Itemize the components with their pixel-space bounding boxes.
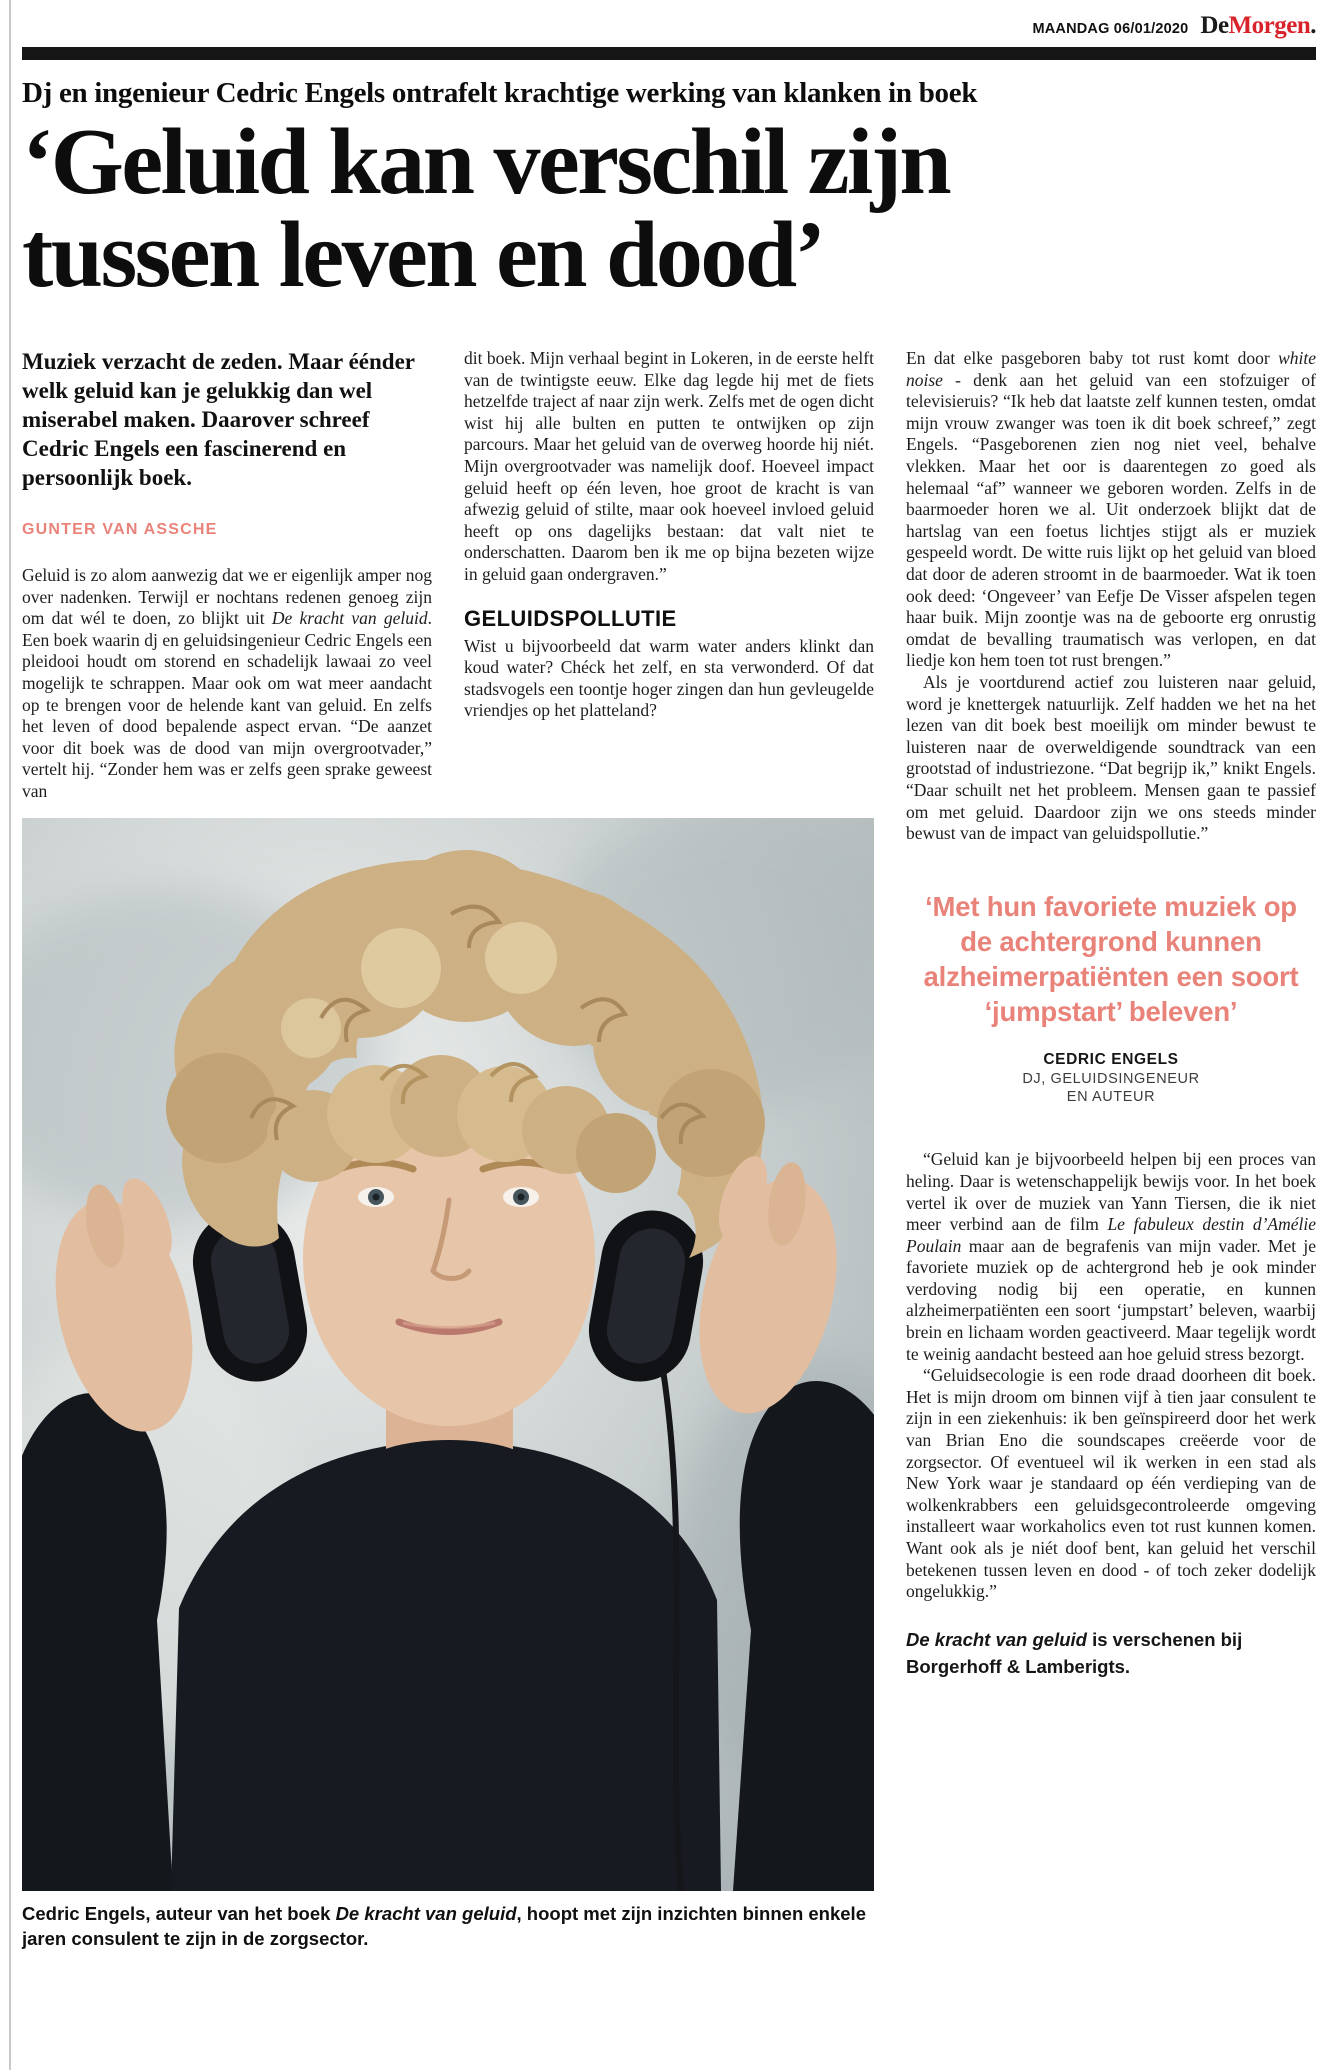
kicker: Dj en ingenieur Cedric Engels ontrafelt krachtige werking van klanken in boek <box>22 77 978 109</box>
masthead <box>22 0 1316 40</box>
page-edge-rule <box>9 0 11 2070</box>
body-paragraph: Wist u bijvoorbeeld dat warm water anders klinkt dan koud water? Chéck het zelf, en sta verwonderd. Of dat stadsvogels een toontje hoger zingen dan hun gevleugelde vriendjes op het platteland? <box>464 635 874 721</box>
photo-block <box>22 818 874 1952</box>
subhead-geluidspollutie: GELUIDSPOLLUTIE <box>464 605 677 631</box>
quote-author-name: CEDRIC ENGELS <box>1043 1050 1179 1068</box>
body-paragraph: Geluid is zo alom aanwezig dat we er eigenlijk amper nog over nadenken. Terwijl er nochtans redenen genoeg zijn om dat wél te doen, zo blijkt uit De kracht van geluid. Een boek waarin dj en geluidsingenieur Cedric Engels een pleidooi houdt om storend en schadelijk lawaai zo veel mogelijk te schrappen. Maar ook om wat meer aandacht op te brengen voor de helende kant van geluid. En zelfs het leven of dood bepalende aspect ervan. “De aanzet voor dit boek was de dood van mijn overgrootvader,” vertelt hij. “Zonder hem was er zelfs geen sprake geweest van <box>22 564 432 801</box>
body-paragraph: “Geluid kan je bijvoorbeeld helpen bij een proces van heling. Daar is wetenschappelijk bewijs voor. In het boek vertel ik over de muziek van Yann Tiersen, die ik niet meer verbind aan de film Le fabuleux destin d’Amélie Poulain maar aan de begrafenis van mijn vader. Met je favoriete muziek op de achtergrond heb je ook minder verdoving nodig bij een operatie, en kunnen alzheimerpatiënten een soort ‘jumpstart’ beleven, waarbij brein en lichaam worden geactiveerd. Maar tegelijk wordt te weinig aandacht besteed aan hoe geluid stress bezorgt. <box>906 1149 1316 1364</box>
logo-de: De <box>1200 12 1229 39</box>
body-paragraph: dit boek. Mijn verhaal begint in Lokeren, in de eerste helft van de twintigste eeuw. Elke dag legde hij met de fiets hetzelfde traject af naar zijn werk. Zelfs met de ogen dicht wist hij alle bulten en putten te ontwijken op zijn parcours. Maar het geluid van de overweg hoorde hij niét. Mijn overgrootvader was namelijk doof. Hoeveel impact geluid heeft op één leven, hoe groot de kracht is van afwezig geluid of stilte, maar ook hoeveel invloed geluid heeft op ons dagelijks bestaan: dat valt niet te onderschatten. Daarom ben ik me op bijna bezeten wijze in geluid gaan ondergraven.” <box>464 348 874 585</box>
divider-bar <box>22 47 1316 60</box>
body-paragraph: En dat elke pasgeboren baby tot rust komt door white noise - denk aan het geluid van een stofzuiger of televisieruis? “Ik heb dat laatste zelf kunnen testen, omdat mijn vrouw zwanger was toen ik dit boek schreef,” zegt Engels. “Pasgeborenen zien nog niet veel, behalve vlekken. Maar het oor is daarentegen zo goed als helemaal “af” wanneer we geboren worden. Zelfs in de baarmoeder horen we al. Uit onderzoek blijkt dat de hartslag van een foetus lichtjes stijgt als er muziek gespeeld wordt. De witte ruis lijkt op het geluid van bloed dat door de aderen stroomt in de baarmoeder. Wat ik toen ook deed: ‘Ongeveer’ van Eefje De Visser afspelen tegen haar buik. Mijn zoontje was na de geboorte erg onrustig omdat de bevalling traumatisch was verlopen, en dat liedje kon hem toen tot rust brengen.” <box>906 348 1316 671</box>
pull-quote: ‘Met hun favoriete muziek op de achtergrond kunnen alzheimerpatiënten een soort ‘jumpstart’ beleven’ <box>923 890 1299 1028</box>
book-note: De kracht van geluid is verschenen bij Borgerhoff & Lamberigts. <box>906 1628 1243 1677</box>
body-paragraph: Als je voortdurend actief zou luisteren naar geluid, word je knettergek natuurlijk. Zelf hadden we het na het lezen van dit boek best moeilijk om minder bewust te luisteren naar de overweldigende soundtrack van een grootstad of industriezone. “Dat begrijp ik,” knikt Engels. “Daar schuilt net het probleem. Mensen gaan te passief om met geluid. Daardoor zijn we ons steeds minder bewust van de impact van geluidspollutie.” <box>906 672 1316 844</box>
article-body <box>22 348 1316 1952</box>
photo-caption: Cedric Engels, auteur van het boek De kracht van geluid, hoopt met zijn inzichten binnen enkele jaren consulent te zijn in de zorgsector. <box>22 1903 866 1950</box>
demorgen-logo <box>1200 12 1316 40</box>
column-2 <box>464 348 874 802</box>
logo-dot: . <box>1310 12 1316 39</box>
headline-line1: ‘Geluid kan verschil zijn <box>22 110 950 214</box>
headline-line2: tussen leven en dood’ <box>22 203 824 308</box>
body-paragraph: “Geluidsecologie is een rode draad doorheen dit boek. Het is mijn droom om binnen vijf à tien jaar consulent te zijn in een ziekenhuis: ik ben geïnspireerd door het werk van Brian Eno die soundscapes creëerde voor de zorgsector. Of eventueel wil ik werken in een stad als New York waar je standaard op één verdieping van de wolkenkrabbers een geluidsgecontroleerde omgeving installeert waar workaholics even tot rust kunnen komen. Want ook als je niét doof bent, kan geluid het verschil betekenen tussen leven en dood - of toch zeker dodelijk ongelukkig.” <box>906 1365 1316 1602</box>
column-1 <box>22 348 432 802</box>
issue-date: MAANDAG 06/01/2020 <box>1032 21 1189 37</box>
logo-morgen: Morgen <box>1228 12 1311 39</box>
quote-author-role: DJ, GELUIDSINGENEUR <box>1022 1070 1200 1087</box>
intro-paragraph: Muziek verzacht de zeden. Maar éénder welk geluid kan je gelukkig dan wel miserabel maken. Daarover schreef Cedric Engels een fascinerend en persoonlijk boek. <box>22 349 415 490</box>
quote-attribution <box>906 1050 1316 1108</box>
quote-author-role: EN AUTEUR <box>1066 1089 1156 1106</box>
headline <box>22 110 1316 308</box>
byline: GUNTER VAN ASSCHE <box>22 520 218 538</box>
column-3 <box>906 348 1316 1952</box>
article-photo <box>22 818 874 1891</box>
